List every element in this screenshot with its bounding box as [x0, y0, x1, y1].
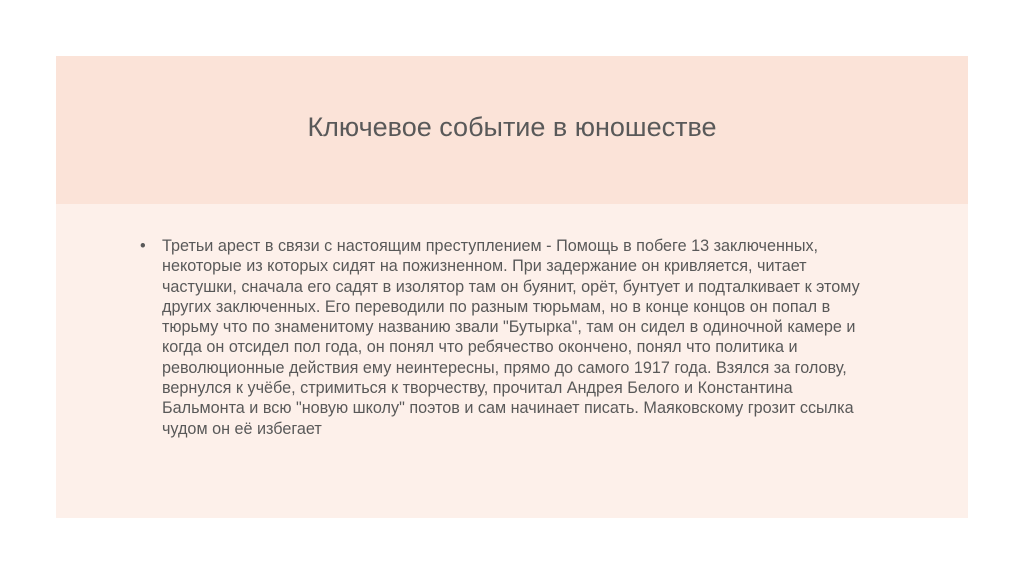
slide-title: Ключевое событие в юношестве	[307, 112, 717, 142]
bullet-item	[140, 236, 876, 439]
bullet-icon: •	[140, 237, 146, 255]
slide	[56, 56, 968, 518]
bullet-text: Третьи арест в связи с настоящим преступлением - Помощь в побеге 13 заключенных, некоторые из которых сидят на пожизненном. При задержание он кривляется, читает частушки, сначала его садят в изолятор там он буянит, орёт, бунтует и подталкивает к этому других заключенных. Его переводили по разным тюрьмам, но в конце концов он попал в тюрьму что по знаменитому названию звали "Бутырка", там он сидел в одиночной камере и когда он отсидел пол года, он понял что ребячество окончено, понял что политика и революционные действия ему неинтересны, прямо до самого 1917 года. Взялся за голову, вернулся к учёбе, стримиться к творчеству, прочитал Андрея Белого и Константина Бальмонта и всю "новую школу" поэтов и сам начинает писать. Маяковскому грозит ссылка чудом он её избегает	[162, 237, 860, 438]
slide-header	[56, 56, 968, 204]
slide-body	[140, 236, 876, 439]
